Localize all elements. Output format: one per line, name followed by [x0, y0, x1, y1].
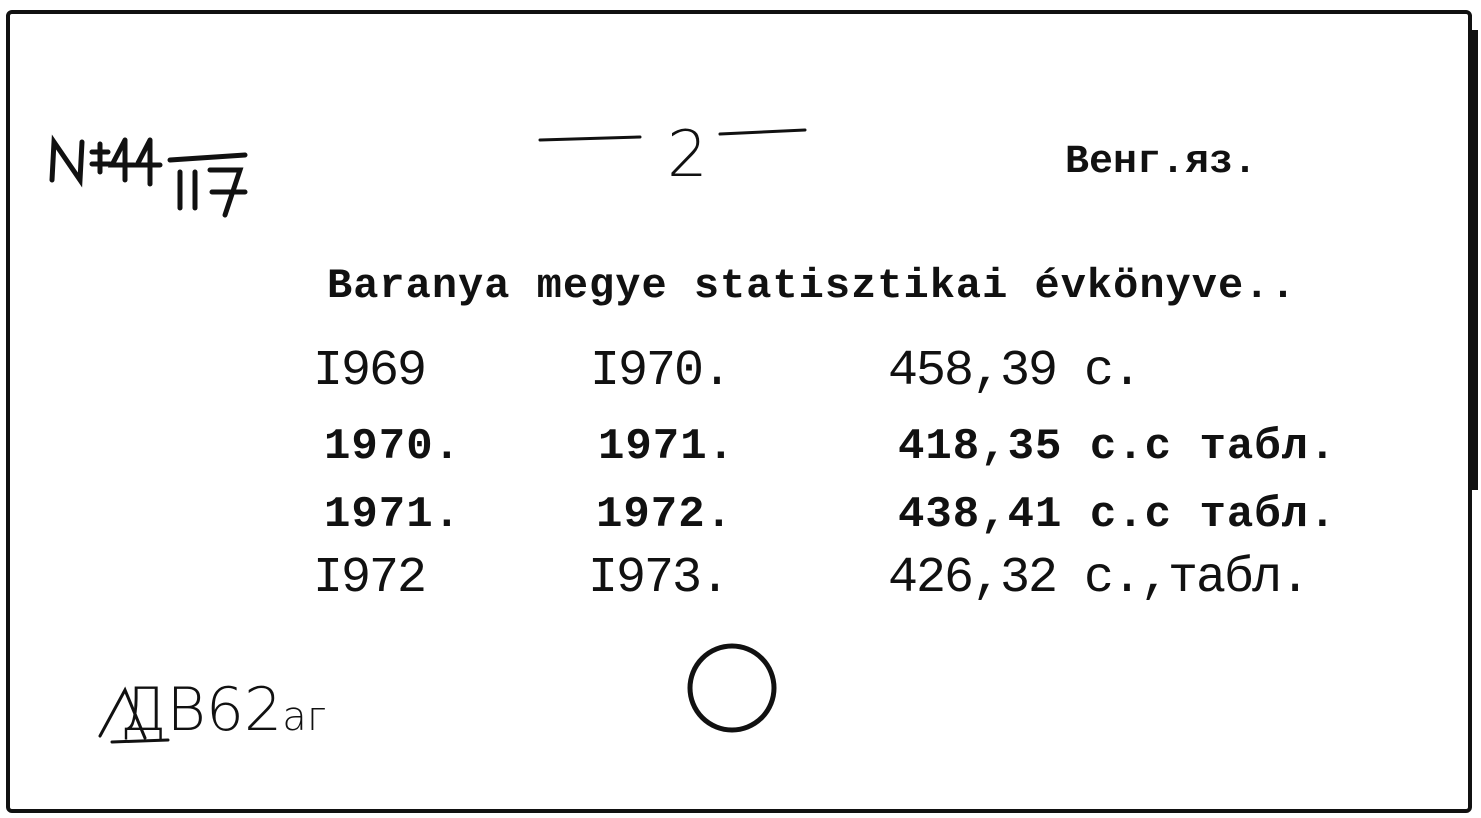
entry-2-year-from: 1970.: [324, 422, 462, 472]
page-number: 2: [667, 118, 708, 192]
shelf-mark-sub: аг: [282, 694, 327, 740]
shelf-mark-main: ДВ62: [120, 675, 283, 745]
language-code: Венг.яз.: [1065, 140, 1258, 185]
entry-1-year-from: I969: [313, 343, 426, 400]
entry-2-year-to: 1971.: [598, 422, 736, 472]
shelf-mark: [120, 675, 326, 745]
entry-3-year-from: 1971.: [324, 490, 462, 540]
entry-4-year-to: I973.: [588, 550, 729, 607]
entry-4-pages: 426,32 с.,табл.: [888, 550, 1309, 607]
card-title: Baranya megye statisztikai évkönyve..: [327, 262, 1297, 310]
entry-3-year-to: 1972.: [596, 490, 734, 540]
entry-4-year-from: I972: [313, 550, 426, 607]
entry-1-pages: 458,39 с.: [888, 343, 1141, 400]
entry-2-pages: 418,35 с.с табл.: [898, 422, 1337, 472]
entry-3-pages: 438,41 с.с табл.: [898, 490, 1337, 540]
entry-1-year-to: I970.: [590, 343, 731, 400]
circle-mark: [690, 646, 774, 730]
